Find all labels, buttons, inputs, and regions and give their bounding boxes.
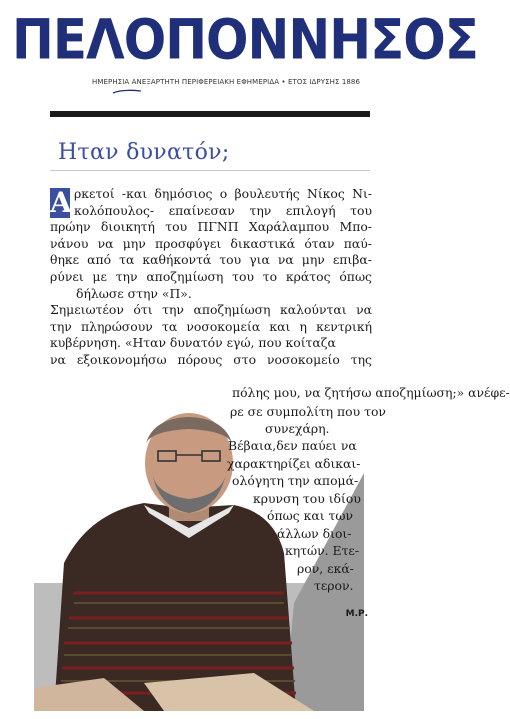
text-line: κητών. Ετε- [285, 543, 360, 558]
text-line: ολόγητη την απομά- [232, 473, 359, 488]
masthead-swoosh-icon [112, 88, 142, 96]
text-line: Σημειωτέον ότι την αποζημίωση καλούνται να [50, 302, 372, 318]
paragraph-2 [50, 302, 372, 368]
text-line: άλλων διοι- [277, 526, 352, 541]
text-line: συνεχάρη. [265, 421, 330, 436]
article-body [50, 186, 372, 369]
masthead [0, 0, 478, 100]
text-line: κρυνση του ιδίου [253, 491, 361, 506]
text-line: δήλωσε στην «Π». [76, 285, 192, 301]
text-line: κολόπουλος- επαίνεσαν την επιλογή του [74, 202, 372, 218]
text-line: την πληρώσουν τα νοσοκομεία και η κεντρική [50, 318, 372, 334]
masthead-subtitle: ΗΜΕΡΗΣΙΑ ΑΝΕΞΑΡΤΗΤΗ ΠΕΡΙΦΕΡΕΙΑΚΗ ΕΦΗΜΕΡΙΔΑ • ΕΤΟΣ ΙΔΡΥΣΗΣ 1886 [92, 78, 361, 86]
text-line: Βέβαια,δεν παύει να [228, 438, 357, 453]
newspaper-logo: ΠΕΛΟΠΟΝΝΗΣΟΣ [12, 8, 478, 72]
text-line: θηκε από τα καθήκοντά του για να μην επιβα- [50, 252, 372, 268]
drop-cap: Α [50, 186, 72, 219]
text-line: νάνου να μην προσφύγει δικαστικά όταν παύ- [50, 235, 372, 251]
headline-divider [50, 170, 370, 171]
text-line: κυβέρνηση. «Ηταν δυνατόν εγώ, που κοίταζα [50, 335, 336, 351]
paragraph-1 [50, 186, 372, 302]
article-headline: Ηταν δυνατόν; [58, 140, 230, 165]
text-line: ρον, εκά- [297, 561, 354, 576]
text-line: χαρακτηρίζει αδικαι- [227, 456, 361, 471]
top-rule [50, 111, 370, 117]
text-line: τερον. [314, 578, 354, 593]
text-line: ρε σε συμπολίτη που τον [230, 404, 386, 419]
text-line: όπως και των [267, 508, 353, 523]
text-line: πρώην διοικητή του ΠΓΝΠ Χαράλαμπου Μπο- [50, 219, 372, 235]
text-line: να εξοικονομήσω πόρους στο νοσοκομείο της [50, 351, 372, 367]
author-signature: Μ.Ρ. [345, 609, 368, 619]
text-line: πόλης μου, να ζητήσω αποζημίωση;» ανέφε- [232, 385, 510, 400]
text-line: ρκετοί -και δημόσιος ο βουλευτής Νίκος Νι- [74, 186, 372, 201]
text-line: ρύνει με την αποζημίωση του το κράτος όπως [50, 268, 372, 284]
